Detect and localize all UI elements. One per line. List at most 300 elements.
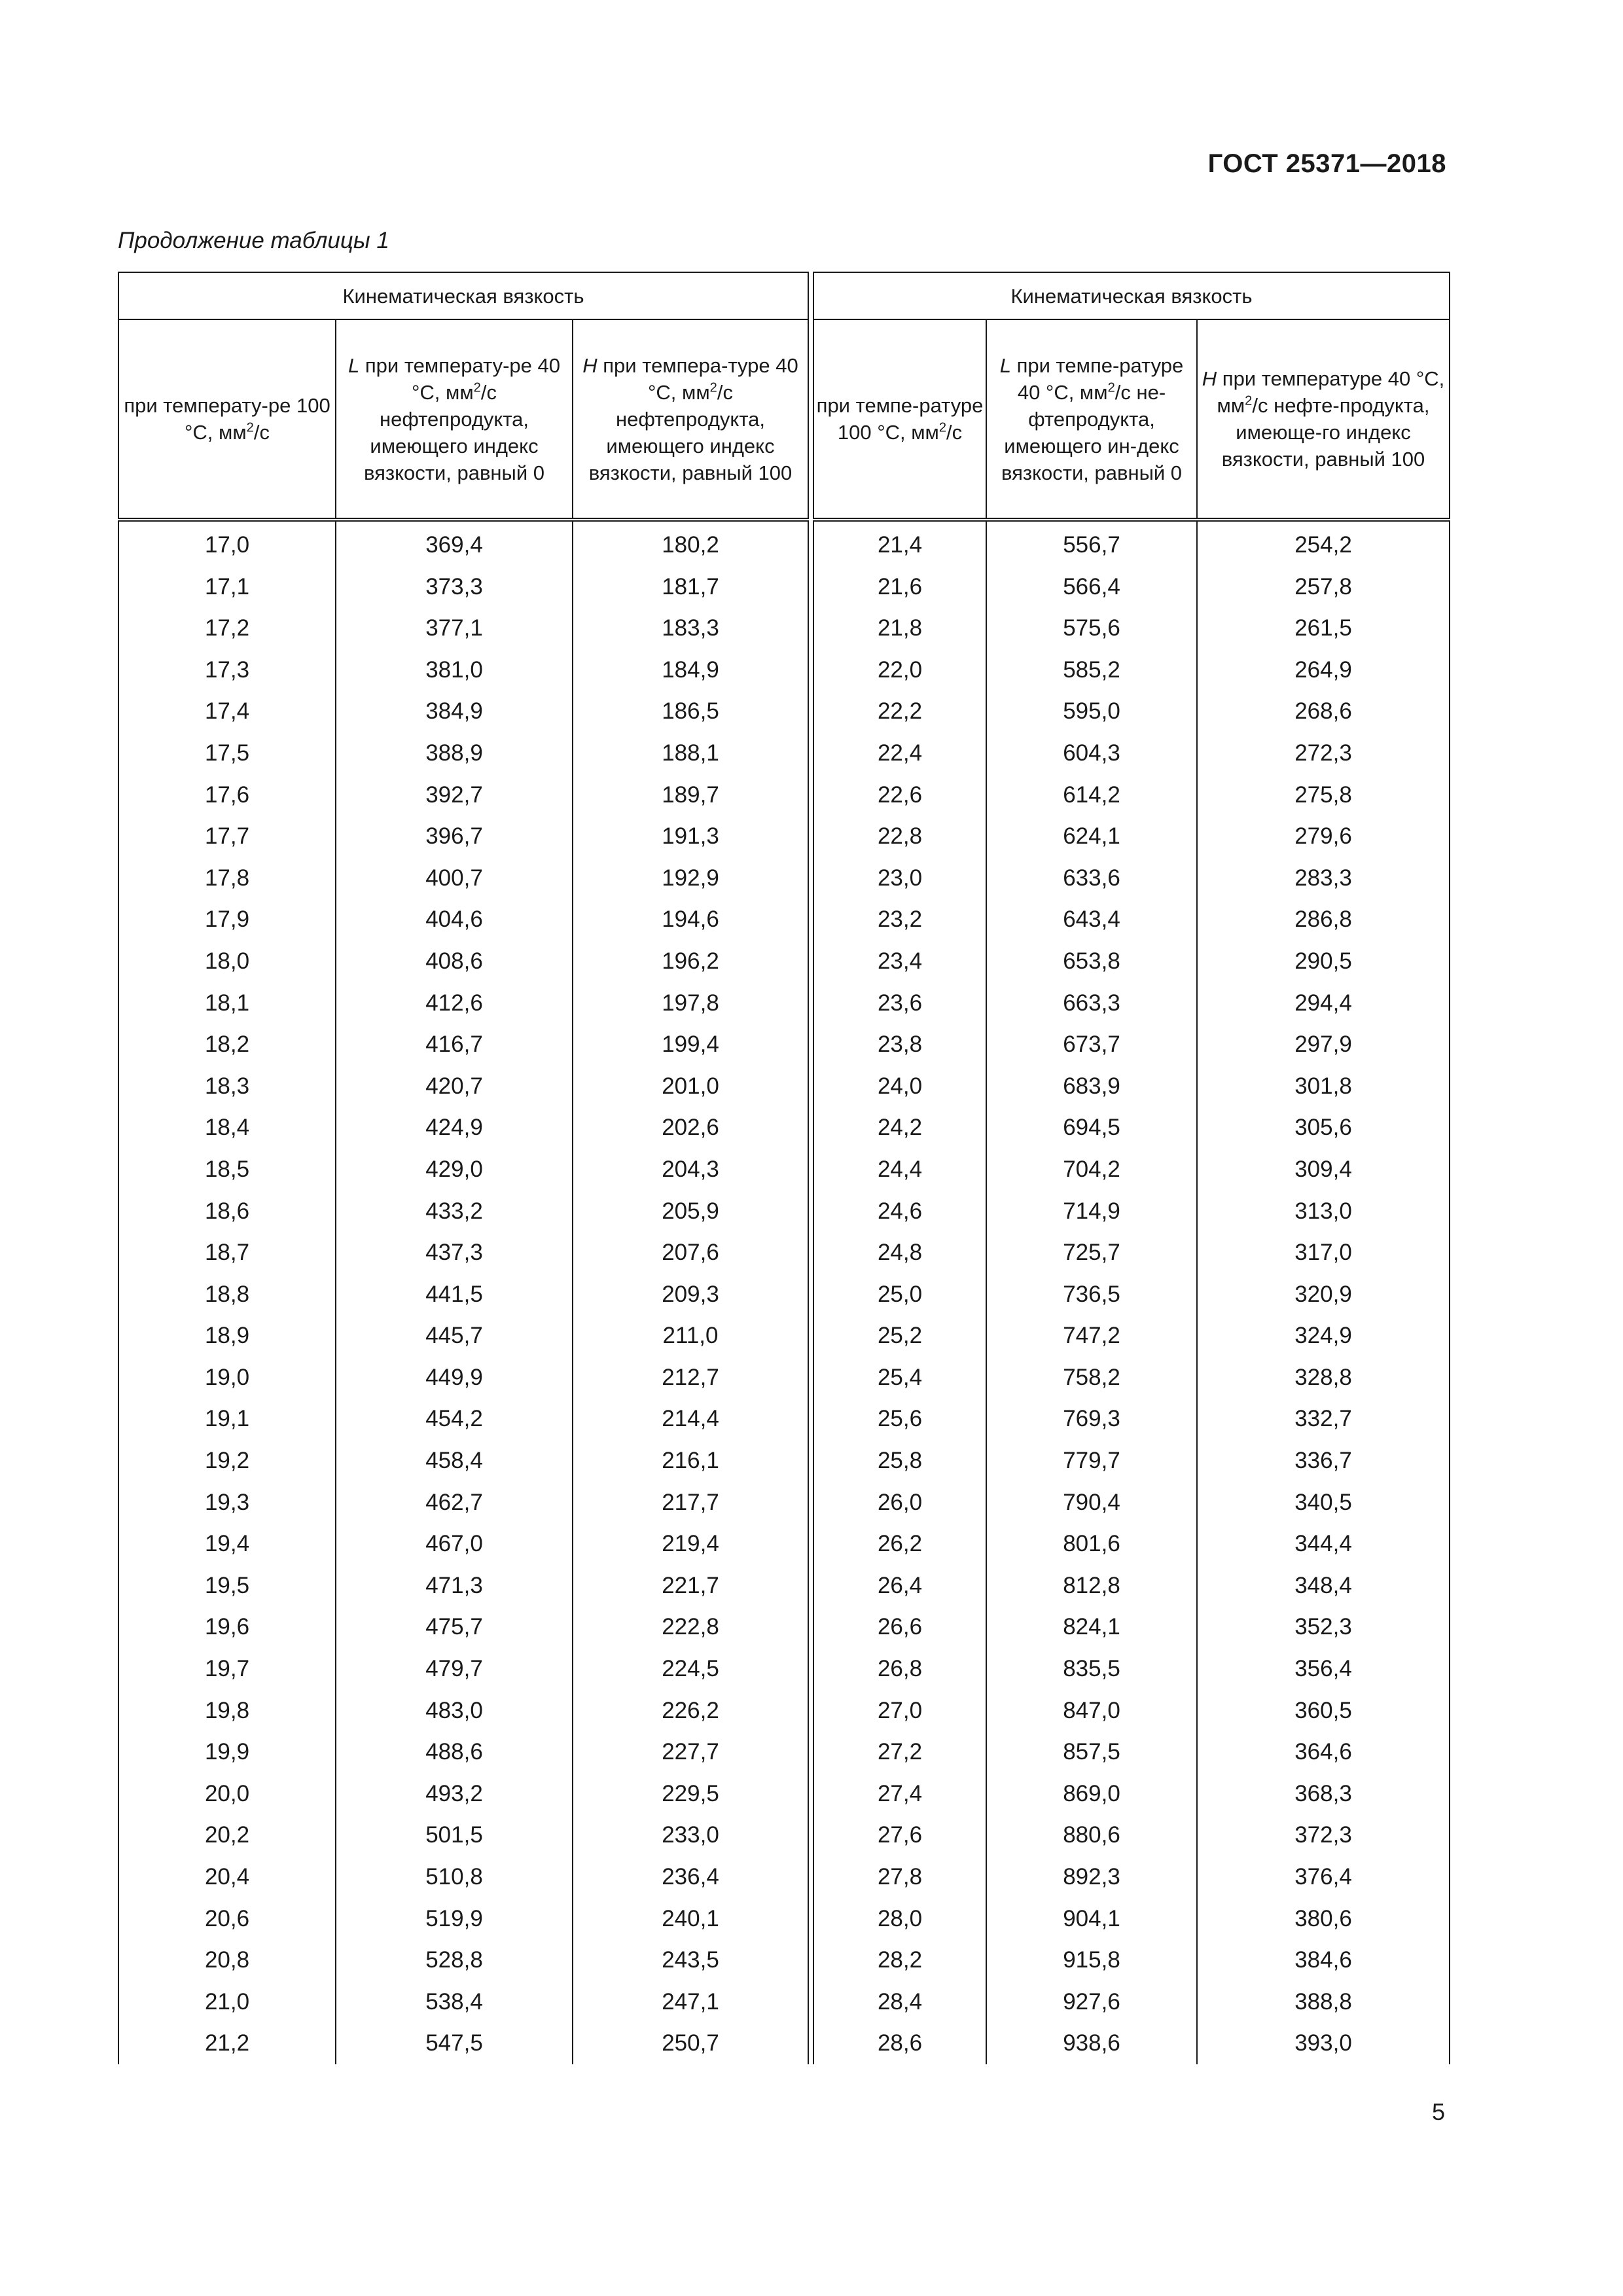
table-cell: 25,6	[813, 1398, 986, 1440]
table-cell: 28,4	[813, 1981, 986, 2023]
table-cell: 384,9	[336, 691, 573, 732]
table-cell: 21,4	[813, 520, 986, 566]
table-cell: 301,8	[1197, 1066, 1450, 1107]
table-cell: 216,1	[573, 1440, 808, 1482]
table-cell: 275,8	[1197, 774, 1450, 816]
table-cell: 250,7	[573, 2022, 808, 2064]
table-row	[118, 649, 808, 691]
table-cell: 264,9	[1197, 649, 1450, 691]
table-cell: 183,3	[573, 607, 808, 649]
table-cell: 191,3	[573, 816, 808, 857]
table-cell: 25,2	[813, 1315, 986, 1357]
table-cell: 194,6	[573, 899, 808, 941]
table-cell: 192,9	[573, 857, 808, 899]
table-cell: 23,2	[813, 899, 986, 941]
table-cell: 243,5	[573, 1939, 808, 1981]
table-row	[813, 857, 1450, 899]
table-cell: 364,6	[1197, 1731, 1450, 1773]
table-cell: 181,7	[573, 566, 808, 608]
table-cell: 309,4	[1197, 1149, 1450, 1191]
table-row	[118, 1357, 808, 1399]
table-row	[118, 1606, 808, 1648]
table-cell: 380,6	[1197, 1898, 1450, 1940]
table-cell: 233,0	[573, 1814, 808, 1856]
table-cell: 257,8	[1197, 566, 1450, 608]
table-cell: 294,4	[1197, 982, 1450, 1024]
table-cell: 189,7	[573, 774, 808, 816]
table-cell: 283,3	[1197, 857, 1450, 899]
table-cell: 214,4	[573, 1398, 808, 1440]
table-cell: 18,4	[118, 1107, 336, 1149]
table-cell: 19,9	[118, 1731, 336, 1773]
column-header-text: /с не-фтепродукта, имеющего ин-декс вязкости, равный 0	[1001, 380, 1183, 484]
table-cell: 369,4	[336, 520, 573, 566]
table-cell: 927,6	[986, 1981, 1197, 2023]
table-row	[813, 1565, 1450, 1607]
table-cell: 21,8	[813, 607, 986, 649]
table-row	[813, 1440, 1450, 1482]
table-cell: 188,1	[573, 732, 808, 774]
table-cell: 19,0	[118, 1357, 336, 1399]
table-cell: 643,4	[986, 899, 1197, 941]
table-row	[118, 1024, 808, 1066]
column-symbol: L	[999, 353, 1011, 377]
standard-designation: ГОСТ 25371—2018	[1207, 149, 1446, 178]
table-continuation-caption: Продолжение таблицы 1	[118, 228, 389, 253]
table-cell: 26,0	[813, 1482, 986, 1524]
table-cell: 352,3	[1197, 1606, 1450, 1648]
table-cell: 758,2	[986, 1357, 1197, 1399]
table-cell: 17,9	[118, 899, 336, 941]
table-row	[118, 732, 808, 774]
table-cell: 24,2	[813, 1107, 986, 1149]
table-cell: 408,6	[336, 941, 573, 982]
table-row	[813, 1939, 1450, 1981]
table-cell: 24,8	[813, 1232, 986, 1274]
table-row	[118, 941, 808, 982]
table-cell: 400,7	[336, 857, 573, 899]
table-cell: 23,6	[813, 982, 986, 1024]
table-row	[813, 941, 1450, 982]
table-cell: 779,7	[986, 1440, 1197, 1482]
table-cell: 26,2	[813, 1523, 986, 1565]
table-cell: 224,5	[573, 1648, 808, 1690]
column-symbol: H	[1202, 367, 1217, 390]
table-cell: 27,4	[813, 1773, 986, 1815]
table-cell: 28,0	[813, 1898, 986, 1940]
table-cell: 22,0	[813, 649, 986, 691]
table-body	[118, 520, 808, 2064]
table-cell: 26,8	[813, 1648, 986, 1690]
table-row	[813, 899, 1450, 941]
table-cell: 673,7	[986, 1024, 1197, 1066]
table-cell: 19,2	[118, 1440, 336, 1482]
table-cell: 27,2	[813, 1731, 986, 1773]
table-row	[813, 982, 1450, 1024]
table-cell: 20,6	[118, 1898, 336, 1940]
table-cell: 207,6	[573, 1232, 808, 1274]
table-row	[118, 1565, 808, 1607]
table-cell: 429,0	[336, 1149, 573, 1191]
l-40-header	[336, 319, 573, 520]
viscosity-table-right	[813, 272, 1450, 2064]
column-header-text: /с	[946, 421, 963, 444]
table-row	[118, 1648, 808, 1690]
table-cell: 22,2	[813, 691, 986, 732]
table-cell: 21,2	[118, 2022, 336, 2064]
table-cell: 18,9	[118, 1315, 336, 1357]
table-cell: 22,6	[813, 774, 986, 816]
table-cell: 205,9	[573, 1191, 808, 1232]
table-cell: 209,3	[573, 1274, 808, 1316]
table-cell: 388,9	[336, 732, 573, 774]
table-cell: 424,9	[336, 1107, 573, 1149]
table-row	[118, 1690, 808, 1732]
table-cell: 332,7	[1197, 1398, 1450, 1440]
table-row	[813, 607, 1450, 649]
table-row	[813, 1981, 1450, 2023]
table-cell: 614,2	[986, 774, 1197, 816]
table-row	[118, 1440, 808, 1482]
table-cell: 393,0	[1197, 2022, 1450, 2064]
table-cell: 25,0	[813, 1274, 986, 1316]
table-cell: 17,4	[118, 691, 336, 732]
table-cell: 24,0	[813, 1066, 986, 1107]
table-cell: 519,9	[336, 1898, 573, 1940]
table-cell: 475,7	[336, 1606, 573, 1648]
table-row	[118, 1523, 808, 1565]
table-cell: 360,5	[1197, 1690, 1450, 1732]
table-cell: 18,6	[118, 1191, 336, 1232]
table-cell: 226,2	[573, 1690, 808, 1732]
table-cell: 23,8	[813, 1024, 986, 1066]
unit-exponent: 2	[709, 380, 717, 395]
table-row	[813, 1066, 1450, 1107]
page-number: 5	[1431, 2098, 1445, 2125]
table-cell: 222,8	[573, 1606, 808, 1648]
table-cell: 372,3	[1197, 1814, 1450, 1856]
viscosity-tables	[118, 272, 1448, 2064]
table-cell: 26,4	[813, 1565, 986, 1607]
table-cell: 27,0	[813, 1690, 986, 1732]
table-row	[813, 1482, 1450, 1524]
unit-exponent: 2	[1245, 393, 1253, 408]
column-header-text: при темпе-ратуре 40 °С, мм	[1010, 353, 1184, 404]
table-cell: 704,2	[986, 1149, 1197, 1191]
table-cell: 25,8	[813, 1440, 986, 1482]
table-cell: 261,5	[1197, 607, 1450, 649]
table-cell: 17,0	[118, 520, 336, 566]
table-row	[118, 607, 808, 649]
table-row	[813, 1606, 1450, 1648]
column-symbol: H	[582, 353, 597, 377]
table-cell: 221,7	[573, 1565, 808, 1607]
table-cell: 28,6	[813, 2022, 986, 2064]
table-cell: 510,8	[336, 1856, 573, 1898]
table-row	[118, 1066, 808, 1107]
table-row	[813, 1856, 1450, 1898]
table-cell: 566,4	[986, 566, 1197, 608]
table-cell: 340,5	[1197, 1482, 1450, 1524]
table-cell: 20,0	[118, 1773, 336, 1815]
table-cell: 17,2	[118, 607, 336, 649]
table-cell: 17,6	[118, 774, 336, 816]
table-cell: 211,0	[573, 1315, 808, 1357]
table-cell: 381,0	[336, 649, 573, 691]
table-cell: 18,0	[118, 941, 336, 982]
temp-100-header	[118, 319, 336, 520]
group-header: Кинематическая вязкость	[118, 272, 808, 319]
table-cell: 272,3	[1197, 732, 1450, 774]
table-cell: 20,2	[118, 1814, 336, 1856]
table-row	[118, 1856, 808, 1898]
table-cell: 18,5	[118, 1149, 336, 1191]
table-cell: 18,8	[118, 1274, 336, 1316]
table-cell: 585,2	[986, 649, 1197, 691]
table-cell: 23,4	[813, 941, 986, 982]
column-header-text: при темпе-ратуре 100 °С, мм	[816, 394, 984, 444]
table-cell: 458,4	[336, 1440, 573, 1482]
table-row	[813, 691, 1450, 732]
table-row	[813, 1398, 1450, 1440]
table-row	[118, 1731, 808, 1773]
h-40-header	[1197, 319, 1450, 520]
table-cell: 483,0	[336, 1690, 573, 1732]
table-cell: 18,1	[118, 982, 336, 1024]
table-cell: 19,3	[118, 1482, 336, 1524]
table-cell: 396,7	[336, 816, 573, 857]
table-cell: 240,1	[573, 1898, 808, 1940]
table-cell: 368,3	[1197, 1773, 1450, 1815]
table-cell: 467,0	[336, 1523, 573, 1565]
table-cell: 18,3	[118, 1066, 336, 1107]
column-header-text: при температу-ре 100 °С, мм	[124, 394, 330, 444]
table-cell: 27,6	[813, 1814, 986, 1856]
table-cell: 801,6	[986, 1523, 1197, 1565]
table-row	[118, 1232, 808, 1274]
table-cell: 847,0	[986, 1690, 1197, 1732]
table-cell: 624,1	[986, 816, 1197, 857]
column-header-text: при температуре 40 °С, мм	[1217, 367, 1445, 417]
table-row	[813, 1024, 1450, 1066]
l-40-header	[986, 319, 1197, 520]
table-cell: 201,0	[573, 1066, 808, 1107]
table-cell: 19,7	[118, 1648, 336, 1690]
table-cell: 17,7	[118, 816, 336, 857]
column-header-text: /с нефтепродукта, имеющего индекс вязкости, равный 100	[588, 380, 793, 484]
table-cell: 437,3	[336, 1232, 573, 1274]
table-cell: 824,1	[986, 1606, 1197, 1648]
table-cell: 575,6	[986, 607, 1197, 649]
table-row	[813, 1357, 1450, 1399]
table-cell: 404,6	[336, 899, 573, 941]
table-cell: 373,3	[336, 566, 573, 608]
table-row	[813, 520, 1450, 566]
table-cell: 204,3	[573, 1149, 808, 1191]
table-row	[813, 1814, 1450, 1856]
table-cell: 227,7	[573, 1731, 808, 1773]
table-cell: 769,3	[986, 1398, 1197, 1440]
table-cell: 633,6	[986, 857, 1197, 899]
table-cell: 297,9	[1197, 1024, 1450, 1066]
unit-exponent: 2	[1107, 380, 1115, 395]
column-header-row	[118, 319, 808, 520]
table-row	[813, 1898, 1450, 1940]
table-row	[118, 899, 808, 941]
table-cell: 835,5	[986, 1648, 1197, 1690]
table-cell: 268,6	[1197, 691, 1450, 732]
h-40-header	[573, 319, 808, 520]
table-row	[118, 1315, 808, 1357]
table-cell: 184,9	[573, 649, 808, 691]
table-cell: 376,4	[1197, 1856, 1450, 1898]
table-cell: 217,7	[573, 1482, 808, 1524]
viscosity-table-left	[118, 272, 809, 2064]
table-row	[813, 1523, 1450, 1565]
table-row	[813, 1107, 1450, 1149]
table-cell: 892,3	[986, 1856, 1197, 1898]
table-cell: 19,1	[118, 1398, 336, 1440]
table-cell: 18,7	[118, 1232, 336, 1274]
table-row	[813, 1315, 1450, 1357]
table-cell: 471,3	[336, 1565, 573, 1607]
table-cell: 880,6	[986, 1814, 1197, 1856]
table-cell: 247,1	[573, 1981, 808, 2023]
table-cell: 24,4	[813, 1149, 986, 1191]
table-cell: 694,5	[986, 1107, 1197, 1149]
table-cell: 663,3	[986, 982, 1197, 1024]
table-row	[118, 1149, 808, 1191]
table-cell: 186,5	[573, 691, 808, 732]
table-cell: 454,2	[336, 1398, 573, 1440]
column-header-text: при темпера-туре 40 °С, мм	[597, 353, 798, 404]
table-cell: 22,8	[813, 816, 986, 857]
table-cell: 19,5	[118, 1565, 336, 1607]
table-cell: 336,7	[1197, 1440, 1450, 1482]
table-row	[813, 732, 1450, 774]
table-cell: 23,0	[813, 857, 986, 899]
table-row	[118, 816, 808, 857]
column-header-row	[813, 319, 1450, 520]
table-cell: 236,4	[573, 1856, 808, 1898]
table-row	[118, 857, 808, 899]
table-cell: 790,4	[986, 1482, 1197, 1524]
table-cell: 812,8	[986, 1565, 1197, 1607]
table-cell: 290,5	[1197, 941, 1450, 982]
table-row	[813, 1773, 1450, 1815]
table-cell: 202,6	[573, 1107, 808, 1149]
table-cell: 441,5	[336, 1274, 573, 1316]
table-cell: 18,2	[118, 1024, 336, 1066]
table-row	[118, 1773, 808, 1815]
table-cell: 653,8	[986, 941, 1197, 982]
table-body	[813, 520, 1450, 2064]
table-cell: 212,7	[573, 1357, 808, 1399]
table-row	[118, 1814, 808, 1856]
column-header-text: /с нефте-продукта, имеюще-го индекс вязкости, равный 100	[1221, 394, 1430, 471]
table-row	[813, 2022, 1450, 2064]
table-cell: 938,6	[986, 2022, 1197, 2064]
table-row	[118, 1191, 808, 1232]
table-row	[118, 520, 808, 566]
table-cell: 286,8	[1197, 899, 1450, 941]
table-cell: 17,8	[118, 857, 336, 899]
table-row	[813, 566, 1450, 608]
table-cell: 493,2	[336, 1773, 573, 1815]
table-cell: 488,6	[336, 1731, 573, 1773]
table-row	[118, 691, 808, 732]
table-cell: 196,2	[573, 941, 808, 982]
table-cell: 433,2	[336, 1191, 573, 1232]
table-cell: 17,3	[118, 649, 336, 691]
table-cell: 25,4	[813, 1357, 986, 1399]
group-header: Кинематическая вязкость	[813, 272, 1450, 319]
table-cell: 479,7	[336, 1648, 573, 1690]
column-header-text: /с нефтепродукта, имеющего индекс вязкости, равный 0	[363, 380, 545, 484]
table-row	[118, 1939, 808, 1981]
table-cell: 324,9	[1197, 1315, 1450, 1357]
table-cell: 19,4	[118, 1523, 336, 1565]
table-cell: 180,2	[573, 520, 808, 566]
table-cell: 725,7	[986, 1232, 1197, 1274]
table-cell: 412,6	[336, 982, 573, 1024]
table-cell: 420,7	[336, 1066, 573, 1107]
table-row	[813, 1191, 1450, 1232]
table-cell: 915,8	[986, 1939, 1197, 1981]
table-cell: 22,4	[813, 732, 986, 774]
table-row	[118, 1898, 808, 1940]
table-cell: 857,5	[986, 1731, 1197, 1773]
table-row	[118, 566, 808, 608]
table-cell: 229,5	[573, 1773, 808, 1815]
column-header-text: /с	[253, 421, 270, 444]
table-row	[813, 1690, 1450, 1732]
table-row	[118, 1482, 808, 1524]
table-cell: 27,8	[813, 1856, 986, 1898]
table-row	[118, 774, 808, 816]
table-cell: 28,2	[813, 1939, 986, 1981]
table-cell: 317,0	[1197, 1232, 1450, 1274]
table-cell: 24,6	[813, 1191, 986, 1232]
table-cell: 416,7	[336, 1024, 573, 1066]
table-cell: 328,8	[1197, 1357, 1450, 1399]
table-cell: 19,6	[118, 1606, 336, 1648]
table-cell: 320,9	[1197, 1274, 1450, 1316]
table-row	[813, 774, 1450, 816]
table-cell: 538,4	[336, 1981, 573, 2023]
table-row	[118, 982, 808, 1024]
table-cell: 356,4	[1197, 1648, 1450, 1690]
table-cell: 21,6	[813, 566, 986, 608]
table-cell: 26,6	[813, 1606, 986, 1648]
table-cell: 20,8	[118, 1939, 336, 1981]
table-cell: 19,8	[118, 1690, 336, 1732]
table-cell: 21,0	[118, 1981, 336, 2023]
table-cell: 714,9	[986, 1191, 1197, 1232]
table-row	[118, 1274, 808, 1316]
table-cell: 17,1	[118, 566, 336, 608]
table-cell: 17,5	[118, 732, 336, 774]
column-header-text: при температу-ре 40 °С, мм	[359, 353, 560, 404]
table-cell: 683,9	[986, 1066, 1197, 1107]
table-row	[118, 1398, 808, 1440]
table-cell: 595,0	[986, 691, 1197, 732]
unit-exponent: 2	[938, 420, 947, 435]
table-row	[118, 1981, 808, 2023]
unit-exponent: 2	[246, 420, 254, 435]
table-cell: 197,8	[573, 982, 808, 1024]
table-cell: 747,2	[986, 1315, 1197, 1357]
